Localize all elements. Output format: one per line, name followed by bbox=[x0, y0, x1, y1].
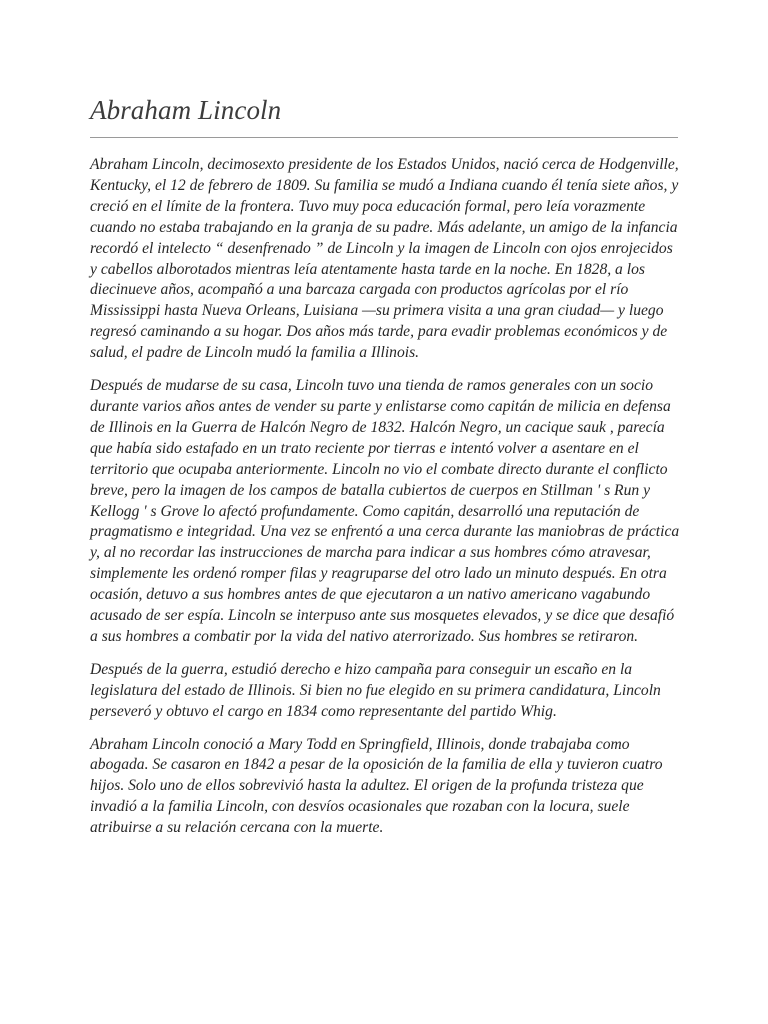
document-page bbox=[90, 92, 680, 851]
title-divider bbox=[90, 137, 678, 138]
document-title: Abraham Lincoln bbox=[90, 95, 282, 125]
paragraph-2: Después de mudarse de su casa, Lincoln tuvo una tienda de ramos generales con un socio durante varios años antes de vender su parte y enlistarse como capitán de milicia en defensa de Illinois en la Guerra de Halcón Negro de 1832. Halcón Negro, un cacique sauk , parecía que había sido estafado en un trato reciente por tierras e intentó volver a asentare en el territorio que ocupaba anteriormente. Lincoln no vio el combate directo durante el conflicto breve, pero la imagen de los campos de batalla cubiertos de cuerpos en Stillman ' s Run y Kellogg ' s Grove lo afectó profundamente. Como capitán, desarrolló una reputación de pragmatismo e integridad. Una vez se enfrentó a una cerca durante las maniobras de práctica y, al no recordar las instrucciones de marcha para indicar a sus hombres cómo atravesar, simplemente les ordenó romper filas y reagruparse del otro lado un minuto después. En otra ocasión, detuvo a sus hombres antes de que ejecutaron a un nativo americano vagabundo acusado de ser espía. Lincoln se interpuso ante sus mosquetes elevados, y se dice que desafió a sus hombres a combatir por la vida del nativo aterrorizado. Sus hombres se retiraron. bbox=[90, 377, 680, 645]
paragraph-3: Después de la guerra, estudió derecho e hizo campaña para conseguir un escaño en la legislatura del estado de Illinois. Si bien no fue elegido en su primera candidatura, Lincoln perseveró y obtuvo el cargo en 1834 como representante del partido Whig. bbox=[90, 660, 661, 720]
document-body bbox=[90, 155, 680, 839]
paragraph-1: Abraham Lincoln, decimosexto presidente de los Estados Unidos, nació cerca de Hodgenville, Kentucky, el 12 de febrero de 1809. Su familia se mudó a Indiana cuando él tenía siete años, y creció en el límite de la frontera. Tuvo muy poca educación formal, pero leía vorazmente cuando no estaba trabajando en la granja de su padre. Más adelante, un amigo de la infancia recordó el intelecto “ desenfrenado ” de Lincoln y la imagen de Lincoln con ojos enrojecidos y cabellos alborotados mientras leía atentamente hasta tarde en la noche. En 1828, a los diecinueve años, acompañó a una barcaza cargada con productos agrícolas por el río Mississippi hasta Nueva Orleans, Luisiana —su primera visita a una gran ciudad— y luego regresó caminando a su hogar. Dos años más tarde, para evadir problemas económicos y de salud, el padre de Lincoln mudó la familia a Illinois. bbox=[90, 156, 679, 362]
paragraph-4: Abraham Lincoln conoció a Mary Todd en Springfield, Illinois, donde trabajaba como abogada. Se casaron en 1842 a pesar de la oposición de la familia de ella y tuvieron cuatro hijos. Solo uno de ellos sobrevivió hasta la adultez. El origen de la profunda tristeza que invadió a la familia Lincoln, con desvíos ocasionales que rozaban con la locura, suele atribuirse a su relación cercana con la muerte. bbox=[90, 735, 663, 837]
